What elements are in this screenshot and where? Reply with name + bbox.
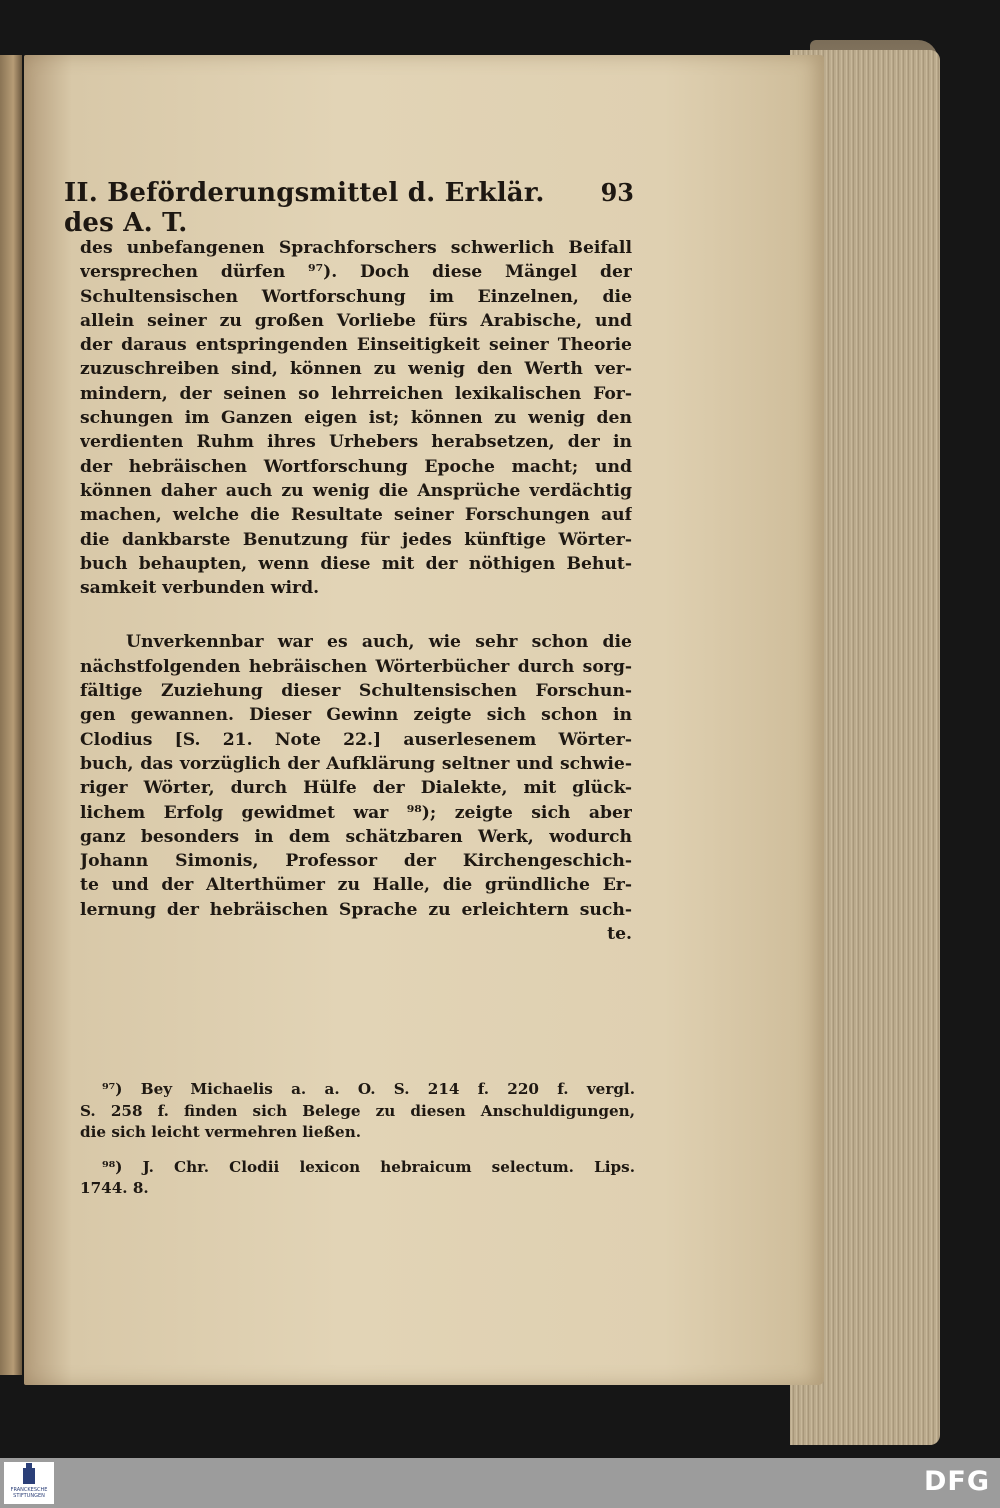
text-line: der hebräischen Wortforschung Epoche macht; und <box>80 456 632 477</box>
text-line: des unbefangenen Sprachforschers schwerlich Beifall <box>80 238 632 258</box>
footnote-98 <box>80 1157 635 1200</box>
text-line: allein seiner zu großen Vorliebe fürs Arabische, und <box>80 310 632 331</box>
footnote-line: S. 258 f. finden sich Belege zu diesen Anschuldigungen, <box>80 1101 635 1120</box>
text-line: zuzuschreiben sind, können zu wenig den Werth ver- <box>80 359 632 380</box>
text-line: nächstfolgenden hebräischen Wörterbücher durch sorg- <box>80 656 632 677</box>
running-title: II. Beförderungsmittel d. Erklär. des A. T. <box>64 178 545 238</box>
paragraph-2 <box>80 630 632 946</box>
text-line: Johann Simonis, Professor der Kirchengeschich- <box>80 851 632 872</box>
text-line: buch behaupten, wenn diese mit der nöthigen Behut- <box>80 553 632 574</box>
text-line: ganz besonders in dem schätzbaren Werk, wodurch <box>80 826 632 847</box>
text-line: schungen im Ganzen eigen ist; können zu wenig den <box>80 408 632 429</box>
text-line: machen, welche die Resultate seiner Forschungen auf <box>80 505 632 526</box>
text-line: versprechen dürfen ⁹⁷). Doch diese Mängel der <box>80 262 632 283</box>
text-line: Unverkennbar war es auch, wie sehr schon die <box>126 632 632 653</box>
text-line: Schultensischen Wortforschung im Einzelnen, die <box>80 286 632 307</box>
page-number: 93 <box>600 178 634 207</box>
text-line: verdienten Ruhm ihres Urhebers herabsetzen, der in <box>80 432 632 453</box>
footnote-97 <box>80 1079 635 1144</box>
text-line: buch, das vorzüglich der Aufklärung seltner und schwie- <box>80 753 632 774</box>
footnote-line: ⁹⁸) J. Chr. Clodii lexicon hebraicum selectum. Lips. <box>102 1157 635 1176</box>
footnotes <box>80 1079 635 1213</box>
text-line: der daraus entspringenden Einseitigkeit seiner Theorie <box>80 335 632 356</box>
logo-text: FRANCKESCHE STIFTUNGEN <box>10 1487 48 1499</box>
footnote-line: 1744. 8. <box>80 1179 149 1197</box>
footnote-line: ⁹⁷) Bey Michaelis a. a. O. S. 214 f. 220 f. vergl. <box>102 1080 635 1098</box>
text-line: die dankbarste Benutzung für jedes künftige Wörter- <box>80 529 632 550</box>
tower-icon <box>23 1468 35 1484</box>
viewer-footer-bar <box>0 1458 1000 1508</box>
text-line: fältige Zuziehung dieser Schultensischen Forschun- <box>80 681 632 702</box>
text-line: te und der Alterthümer zu Halle, die gründliche Er- <box>80 875 632 896</box>
footnote-line: die sich leicht vermehren ließen. <box>80 1123 362 1141</box>
body-text <box>80 236 632 946</box>
dfg-logo[interactable]: DFG <box>923 1466 990 1497</box>
text-line: lernung der hebräischen Sprache zu erleichtern such- <box>80 899 632 920</box>
running-header <box>64 178 634 238</box>
text-line: samkeit verbunden wird. <box>80 578 320 599</box>
text-line: lichem Erfolg gewidmet war ⁹⁸); zeigte sich aber <box>80 802 632 823</box>
facing-page-edge <box>0 55 22 1375</box>
francke-foundation-logo[interactable] <box>4 1462 54 1504</box>
catchword: te. <box>607 924 632 945</box>
text-line: gen gewannen. Dieser Gewinn zeigte sich schon in <box>80 705 632 726</box>
text-line: Clodius [S. 21. Note 22.] auserlesenem Wörter- <box>80 729 632 750</box>
text-line: riger Wörter, durch Hülfe der Dialekte, mit glück- <box>80 778 632 799</box>
paragraph-1 <box>80 236 632 600</box>
text-line: mindern, der seinen so lehrreichen lexikalischen For- <box>80 383 632 404</box>
text-line: können daher auch zu wenig die Ansprüche verdächtig <box>80 480 632 501</box>
